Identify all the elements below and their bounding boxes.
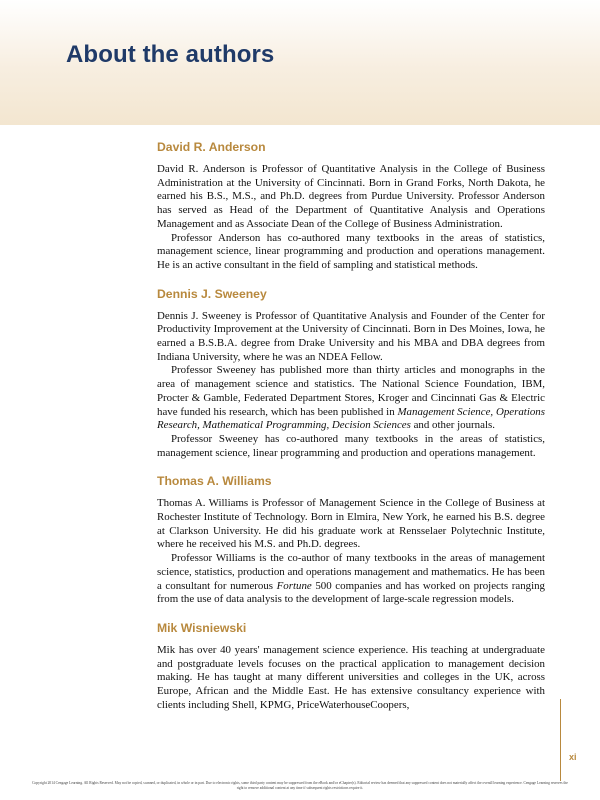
- fortune-italic: Fortune: [276, 579, 312, 592]
- author-bio-paragraph: Professor Anderson has co-authored many textbooks in the areas of statistics, management science, linear programming and production and operations management. He is an active consultant in the field of sampling and statistical methods.: [157, 231, 545, 271]
- author-section-williams: [157, 474, 545, 607]
- author-name: Thomas A. Williams: [157, 474, 272, 489]
- author-section-wisniewski: [157, 621, 545, 713]
- author-bio-paragraph: [157, 552, 545, 607]
- bio-text: and other journals.: [410, 419, 495, 432]
- page-title: About the authors: [66, 41, 275, 68]
- author-section-anderson: [157, 140, 545, 273]
- copyright-notice: Copyright 2014 Cengage Learning. All Rights Reserved. May not be copied, scanned, or duplicated, in whole or in part. Due to electronic rights, some third party content may be suppressed from the eBook and/or eChapter(s). Editorial review has deemed that any suppressed content does not materially affect the overall learning experience. Cengage Learning reserves the right to remove additional content at any time if subsequent rights restrictions require it.: [32, 781, 568, 790]
- journal-list: Management Science, Operations Research, Mathematical Programming, Decision Sciences: [157, 405, 545, 432]
- author-name: Dennis J. Sweeney: [157, 286, 267, 301]
- bio-text: 500 companies and has worked on projects ranging from the use of data analysis to the development of large-scale regression models.: [157, 579, 545, 606]
- author-section-sweeney: [157, 287, 545, 461]
- author-name: Mik Wisniewski: [157, 620, 247, 635]
- bio-text: Professor Williams is the co-author of many textbooks in the areas of management science, statistics, production and operations management and mathematics. He has been a consultant for numerous: [157, 552, 545, 592]
- author-bio-paragraph: Thomas A. Williams is Professor of Management Science in the College of Business at Rochester Institute of Technology. Born in Elmira, New York, he earned his B.S. degree at Clarkson University. He did his graduate work at Rensselaer Polytechnic Institute, where he received his M.S. and Ph.D. degrees.: [157, 497, 545, 551]
- footer-rule: [560, 699, 561, 781]
- author-name: David R. Anderson: [157, 140, 266, 154]
- authors-content: [157, 140, 545, 727]
- author-bio-paragraph: Dennis J. Sweeney is Professor of Quantitative Analysis and Founder of the Center for Productivity Improvement at the University of Cincinnati. Born in Des Moines, Iowa, he earned a B.S.B.A. degree from Drake University and his MBA and DBA degrees from Indiana University, where he was an NDEA Fellow.: [157, 309, 545, 363]
- bio-text: Professor Sweeney has published more than thirty articles and monographs in the area of management science and statistics. The National Science Foundation, IBM, Procter & Gamble, Federated Department Stores, Kroger and Cincinnati Gas & Electric have funded his research, which has been published in: [157, 364, 545, 418]
- author-bio-paragraph: Professor Sweeney has co-authored many textbooks in the areas of statistics, management science, linear programming and production and operations management.: [157, 432, 545, 459]
- page-number: xi: [569, 752, 577, 762]
- author-bio-paragraph: [157, 364, 545, 433]
- author-bio-paragraph: Mik has over 40 years' management science experience. His teaching at undergraduate and postgraduate levels focuses on the practical application to management decision making. He has taught at many different universities and colleges in the UK, across Europe, African and the Middle East. He has extensive consultancy experience with clients including Shell, KPMG, PriceWaterhouseCoopers,: [157, 643, 545, 711]
- author-bio-paragraph: David R. Anderson is Professor of Quantitative Analysis in the College of Business Administration at the University of Cincinnati. Born in Grand Forks, North Dakota, he earned his B.S., M.S., and Ph.D. degrees from Purdue University. Professor Anderson has served as Head of the Department of Quantitative Analysis and Operations Management and as Associate Dean of the College of Business Administration.: [157, 163, 545, 230]
